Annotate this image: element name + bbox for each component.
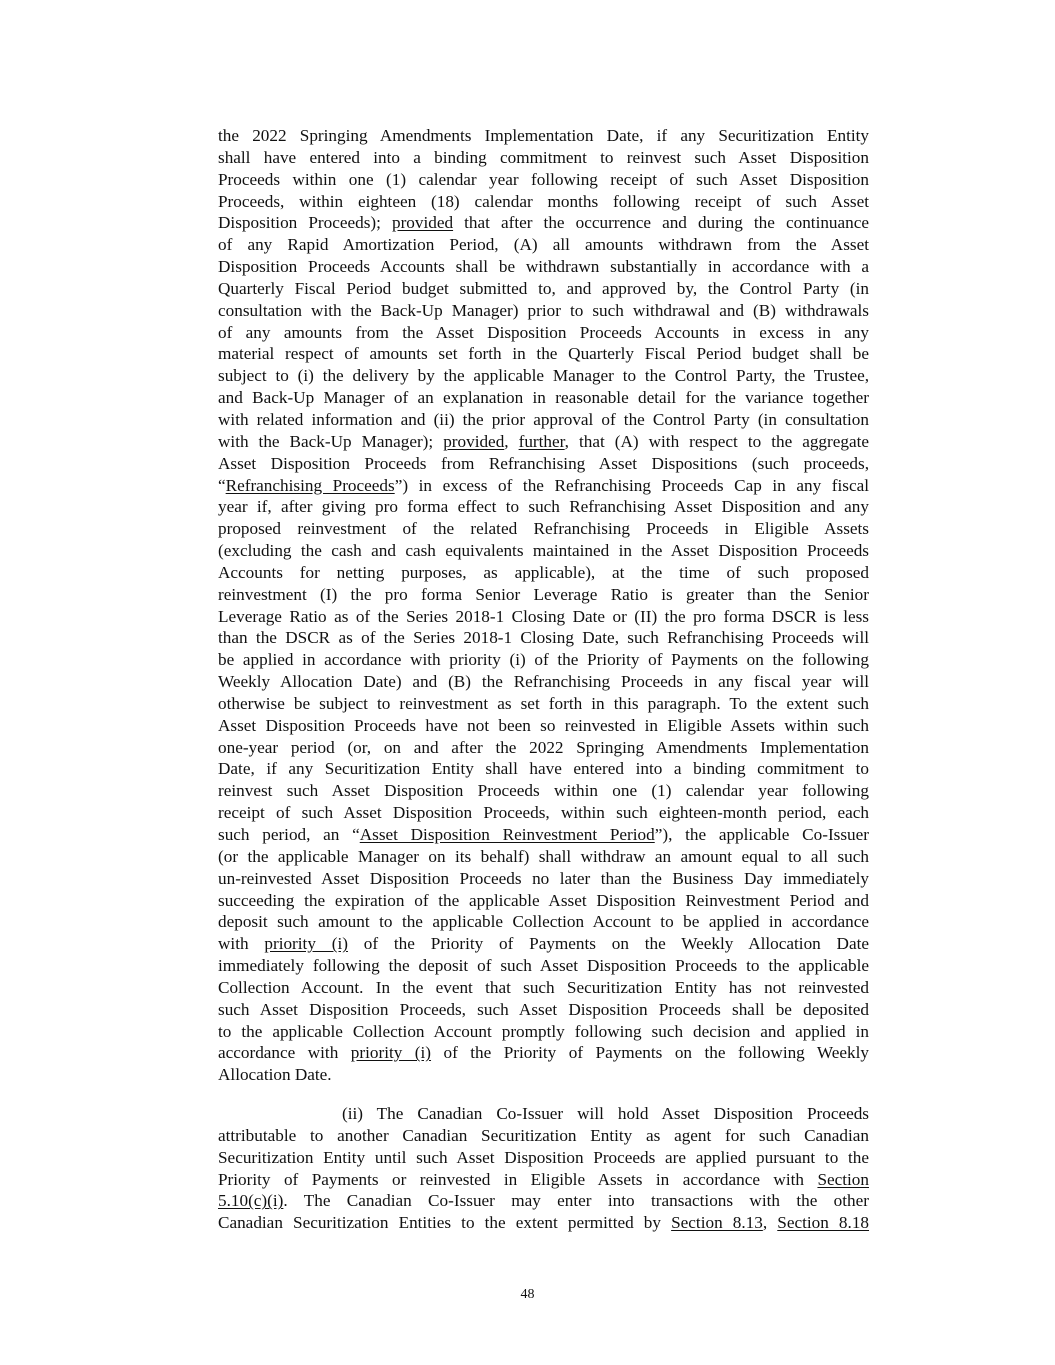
text-line: Priority of Payments or reinvested in Eligible Assets in accordance with Section: [218, 1169, 869, 1189]
body-paragraph-1: [218, 125, 869, 1086]
defined-term: Refranchising Proceeds: [225, 475, 395, 495]
text-line: of any amounts from the Asset Disposition Proceeds Accounts in excess in any: [218, 322, 869, 342]
defined-term: further: [518, 431, 565, 451]
defined-term: Section 8.13: [671, 1213, 763, 1233]
text-line: with the Back-Up Manager); provided, further, that (A) with respect to the aggregate: [218, 431, 869, 451]
text-line: (ii) The Canadian Co-Issuer will hold Asset Disposition Proceeds: [342, 1104, 869, 1123]
text-line: (or the applicable Manager on its behalf) shall withdraw an amount equal to all such: [218, 846, 869, 866]
defined-term: 5.10(c)(i): [218, 1191, 284, 1211]
text-line: Weekly Allocation Date) and (B) the Refranchising Proceeds in any fiscal year will: [218, 672, 869, 692]
text-line: Quarterly Fiscal Period budget submitted to, and approved by, the Control Party (in: [218, 278, 869, 298]
text-line: such period, an “Asset Disposition Reinvestment Period”), the applicable Co-Issuer: [218, 825, 869, 844]
body-paragraph-2: [218, 1103, 869, 1234]
text-line: Disposition Proceeds Accounts shall be withdrawn substantially in accordance with a: [218, 257, 869, 277]
text-line: the 2022 Springing Amendments Implementation Date, if any Securitization Entity: [218, 126, 869, 145]
text-line: be applied in accordance with priority (i) of the Priority of Payments on the following: [218, 650, 869, 670]
text-line: (excluding the cash and cash equivalents maintained in the Asset Disposition Proceeds: [218, 541, 869, 561]
text-line: such Asset Disposition Proceeds, such Asset Disposition Proceeds shall be deposited: [218, 999, 869, 1019]
text-line: Leverage Ratio as of the Series 2018-1 Closing Date or (II) the pro forma DSCR is less: [218, 606, 869, 626]
text-line: subject to (i) the delivery by the applicable Manager to the Control Party, the Trustee,: [218, 366, 869, 386]
text-line: Asset Disposition Proceeds from Refranchising Asset Dispositions (such proceeds,: [218, 453, 869, 473]
text-line: shall have entered into a binding commitment to reinvest such Asset Disposition: [218, 147, 869, 167]
text-line: immediately following the deposit of such Asset Disposition Proceeds to the applicable: [218, 956, 869, 976]
text-line: with priority (i) of the Priority of Payments on the Weekly Allocation Date: [218, 934, 870, 954]
text-line: consultation with the Back-Up Manager) prior to such withdrawal and (B) withdrawals: [218, 300, 869, 320]
text-line: 5.10(c)(i). The Canadian Co-Issuer may enter into transactions with the other: [218, 1191, 869, 1211]
text-line: Securitization Entity until such Asset Disposition Proceeds are applied pursuant to the: [218, 1147, 869, 1167]
text-line: of any Rapid Amortization Period, (A) all amounts withdrawn from the Asset: [218, 235, 869, 255]
defined-term: provided: [391, 213, 454, 233]
text-line: Allocation Date.: [218, 1065, 332, 1085]
text-line: proposed reinvestment of the related Refranchising Proceeds in Eligible Assets: [218, 519, 869, 539]
text-line: otherwise be subject to reinvestment as set forth in this paragraph. To the extent such: [218, 693, 869, 713]
text-line: Collection Account. In the event that such Securitization Entity has not reinvested: [218, 977, 869, 997]
text-line: Date, if any Securitization Entity shall have entered into a binding commitment to: [218, 759, 869, 779]
text-line: attributable to another Canadian Securitization Entity as agent for such Canadian: [218, 1125, 869, 1145]
text-line: Asset Disposition Proceeds have not been so reinvested in Eligible Assets within such: [218, 715, 869, 735]
text-line: Canadian Securitization Entities to the extent permitted by Section 8.13, Section 8.18: [218, 1213, 870, 1233]
defined-term: Asset Disposition Reinvestment Period: [359, 825, 655, 844]
text-line: Accounts for netting purposes, as applicable), at the time of such proposed: [218, 562, 869, 582]
text-line: and Back-Up Manager of an explanation in reasonable detail for the variance together: [218, 388, 869, 408]
text-line: Proceeds, within eighteen (18) calendar months following receipt of such Asset: [218, 191, 869, 211]
text-line: than the DSCR as of the Series 2018-1 Closing Date, such Refranchising Proceeds will: [218, 628, 869, 648]
text-line: receipt of such Asset Disposition Proceeds, within such eighteen-month period, each: [218, 803, 869, 823]
defined-term: provided: [443, 431, 505, 451]
defined-term: priority (i): [350, 1043, 432, 1063]
defined-term: Section: [817, 1169, 869, 1189]
text-line: to the applicable Collection Account promptly following such decision and applied in: [218, 1021, 869, 1041]
text-line: reinvestment (I) the pro forma Senior Leverage Ratio is greater than the Senior: [218, 584, 869, 604]
text-line: succeeding the expiration of the applicable Asset Disposition Reinvestment Period and: [218, 890, 869, 910]
text-line: year if, after giving pro forma effect to such Refranchising Asset Disposition and any: [218, 497, 869, 517]
page-number: 48: [520, 1287, 535, 1302]
text-line: un-reinvested Asset Disposition Proceeds no later than the Business Day immediately: [218, 868, 869, 888]
text-line: one-year period (or, on and after the 2022 Springing Amendments Implementation: [218, 737, 869, 757]
text-line: reinvest such Asset Disposition Proceeds within one (1) calendar year following: [218, 781, 869, 801]
text-line: deposit such amount to the applicable Collection Account to be applied in accordance: [218, 912, 869, 932]
text-line: with related information and (ii) the prior approval of the Control Party (in consultation: [218, 409, 869, 429]
text-line: Proceeds within one (1) calendar year following receipt of such Asset Disposition: [218, 169, 869, 189]
text-line: accordance with priority (i) of the Priority of Payments on the following Weekly: [218, 1043, 870, 1063]
defined-term: Section 8.18: [777, 1213, 870, 1233]
text-line: “Refranchising Proceeds”) in excess of the Refranchising Proceeds Cap in any fiscal: [218, 475, 869, 495]
text-line: Disposition Proceeds); provided that after the occurrence and during the continuance: [218, 213, 870, 233]
text-line: material respect of amounts set forth in the Quarterly Fiscal Period budget shall be: [218, 344, 869, 364]
defined-term: priority (i): [264, 934, 348, 954]
